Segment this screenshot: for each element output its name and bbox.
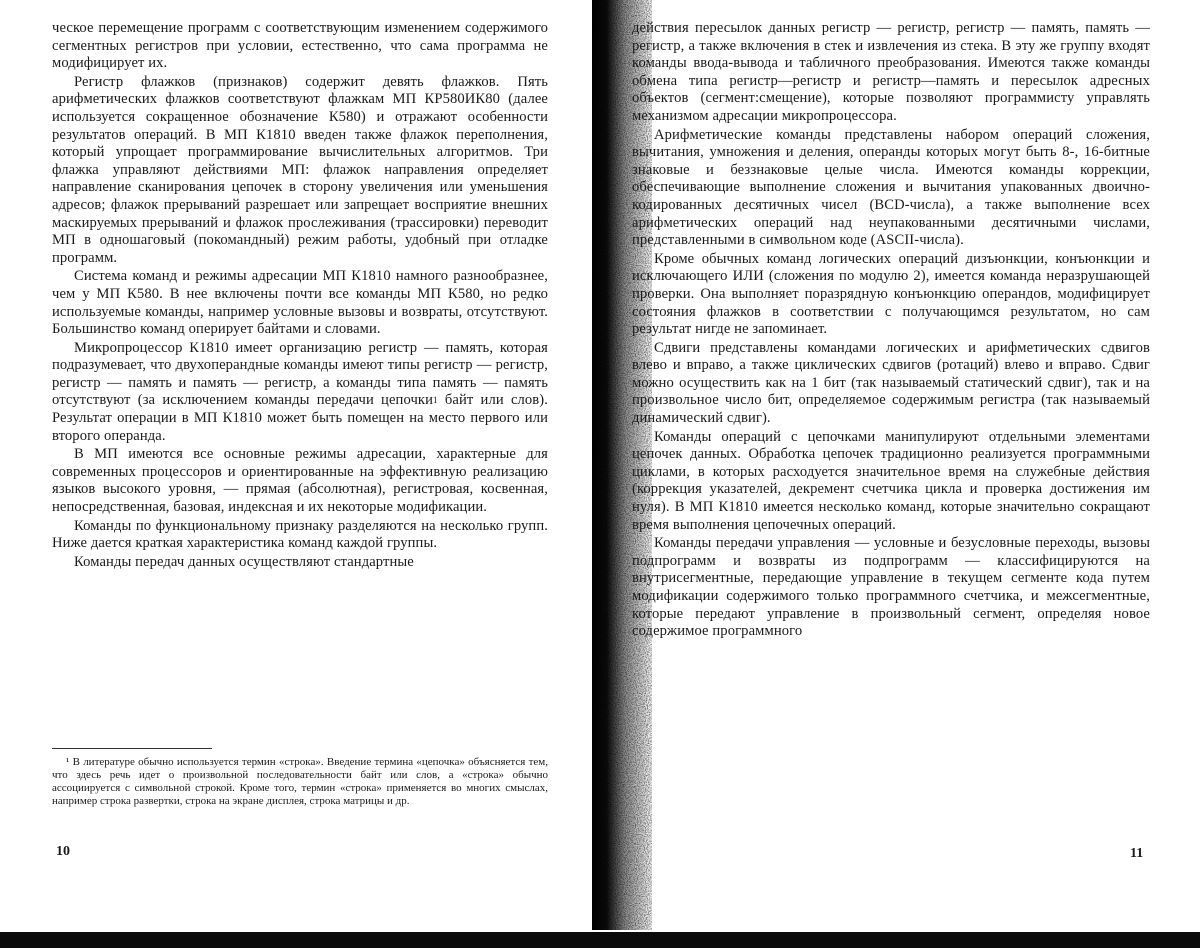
- paragraph: Команды операций с цепочками манипулируют отдельными элементами цепочек данных. Обработка цепочек традиционно реализуется программными циклами, в которых расходуется значительное время на служебные действия (коррекция указателей, декремент счетчика цикла и проверка достижения им нуля). В МП К1810 имеется несколько команд, которые значительно сокращают время выполнения цепочечных операций.: [632, 428, 1150, 533]
- footnote: ¹ В литературе обычно используется термин «строка». Введение термина «цепочка» объясняется тем, что здесь речь идет о произвольной последовательности байт или слов, а «строка» обычно ассоциируется с символьной строкой. Кроме того, термин «строка» применяется во многих смыслах, например строка развертки, строка на экране дисплея, строка матрицы и др.: [52, 756, 548, 807]
- paragraph: Команды по функциональному признаку разделяются на несколько групп. Ниже дается краткая характеристика команд каждой группы.: [52, 517, 548, 552]
- paragraph: В МП имеются все основные режимы адресации, характерные для современных процессоров и ориентированные на эффективную реализацию языков высокого уровня, — прямая (абсолютная), регистровая, косвенная, непосредственная, базовая, индексная и их некоторые модификации.: [52, 446, 548, 516]
- paragraph: Кроме обычных команд логических операций дизъюнкции, конъюнкции и исключающего ИЛИ (сложения по модулю 2), имеется команда неразрушающей проверки. Она выполняет поразрядную конъюнкцию операндов, модифицирует состояния флажков в соответствии с получающимся результатом, но сам результат нигде не запоминает.: [632, 250, 1150, 338]
- paragraph: [52, 340, 548, 446]
- paragraph-text: байт или слов). Результат операции в МП К1810 может быть помещен на место первого или второго операнда.: [52, 392, 548, 444]
- footnote-marker: 1: [433, 395, 438, 406]
- paragraph-text: Микропроцессор К1810 имеет организацию регистр — память, которая подразумевает, что двухоперандные команды имеют типы регистр — регистр, регистр — память и память — регистр, а команды типа память — память отсутствуют (за исключением команды передачи цепочки: [52, 339, 548, 409]
- page-number-right: 11: [1130, 846, 1144, 861]
- paragraph: Команды передачи управления — условные и безусловные переходы, вызовы подпрограмм и возвраты из подпрограмм — классифицируются на внутрисегментные, передающие управление в текущем сегменте кода путем модификации содержимого только программного счетчика, и межсегментные, которые передают управление в произвольный сегмент, определяя новое содержимое программного: [632, 535, 1150, 640]
- page-number-left: 10: [56, 844, 70, 859]
- right-text-column: [632, 20, 1150, 641]
- left-text-column: [52, 20, 548, 571]
- paragraph: Регистр флажков (признаков) содержит девять флажков. Пять арифметических флажков соответствуют флажкам МП КР580ИК80 (далее используется сокращенное обозначение К580) и отражают особенности результатов операций. В МП К1810 введен также флажок переполнения, который упрощает программирование вычислительных алгоритмов. Три флажка управляют действиями МП: флажок направления определяет направление сканирования цепочек в сторону увеличения или уменьшения адресов; флажок прерываний разрешает или запрещает восприятие внешних маскируемых прерываний и флажок прослеживания (трассировки) переводит МП в одношаговый (покомандный) режим работы, удобный при отладке программ.: [52, 73, 548, 266]
- paragraph: Команды передач данных осуществляют стандартные: [74, 553, 414, 570]
- right-page: [592, 0, 1200, 930]
- footnote-rule: [52, 748, 212, 749]
- paragraph: Арифметические команды представлены набором операций сложения, вычитания, умножения и деления, операнды которых могут быть 8-, 16-битные знаковые и беззнаковые целые числа. Имеются команды коррекции, обеспечивающие выполнение сложения и вычитания упакованных двоично-кодированных десятичных чисел (BCD-числа), а также выполнение всех арифметических операций над неупакованными десятичными числами, представленными в символьном коде (ASCII-числа).: [632, 126, 1150, 249]
- paragraph: Система команд и режимы адресации МП К1810 намного разнообразнее, чем у МП К580. В нее включены почти все команды МП К580, но редко используемые команды, например условные вызовы и возвраты, отсутствуют. Большинство команд оперирует байтами и словами.: [52, 268, 548, 338]
- left-page: [0, 0, 590, 930]
- paragraph: ческое перемещение программ с соответствующим изменением содержимого сегментных регистров при условии, естественно, что сама программа не модифицирует их.: [52, 20, 548, 72]
- scan-edge-band: [0, 932, 1200, 948]
- paragraph: действия пересылок данных регистр — регистр, регистр — память, память — регистр, а также включения в стек и извлечения из стека. В эту же группу входят команды ввода-вывода и табличного преобразования. Имеются также команды обмена типа регистр—регистр и регистр—память и пересылок адресных объектов (сегмент:смещение), которые позволяют программисту управлять механизмом адресации микропроцессора.: [632, 20, 1150, 124]
- paragraph: Сдвиги представлены командами логических и арифметических сдвигов влево и вправо, а также циклических сдвигов (ротаций) влево и вправо. Сдвиг можно осуществить как на 1 бит (так называемый статический сдвиг), так и на произвольное число бит, определяемое содержимым регистра (так называемый динамический сдвиг).: [632, 339, 1150, 427]
